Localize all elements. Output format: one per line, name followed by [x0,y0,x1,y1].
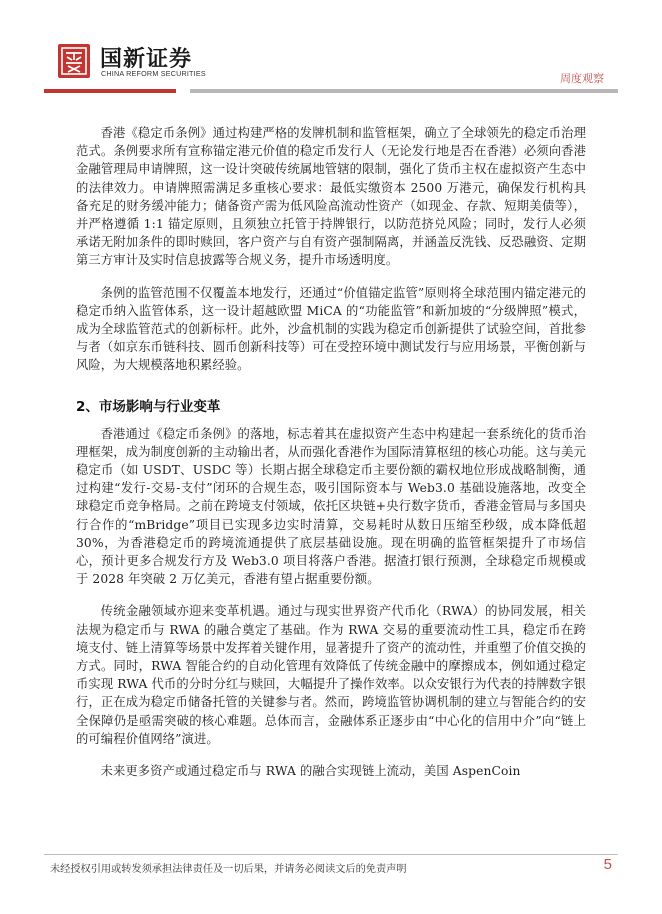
brand-name-en: CHINA REFORM SECURITIES [101,69,206,78]
body-paragraph: 香港通过《稳定币条例》的落地，标志着其在虚拟资产生态中构建起一套系统化的货币治理框架，成为制度创新的主动输出者，从而强化香港作为国际清算枢纽的核心功能。这与美元稳定币（如 USDT、USDC 等）长期占据全球稳定币主要份额的霸权地位形成战略制衡，通过构建“发行-交易-支付”闭环的合规生态，吸引国际资本与 Web3.0 基础设施落地，改变全球稳定币竞争格局。之前在跨境支付领域，依托区块链+央行数字货币，香港金管局与多国央行合作的“mBridge”项目已实现多边实时清算，交易耗时从数日压缩至秒级，成本降低超 30%，为香港稳定币的跨境流通提供了底层基础设施。现在明确的监管框架提升了市场信心，预计更多合规发行方及 Web3.0 项目将落户香港。据渣打银行预测，全球稳定币规模或于 2028 年突破 2 万亿美元，香港有望占据重要份额。 [76,426,586,587]
page-number: 5 [603,856,612,873]
main-content [76,124,586,794]
footer-disclaimer: 未经授权引用或转发须承担法律责任及一切后果，并请务必阅读文后的免责声明 [50,864,407,875]
header-accent-bar [44,89,176,93]
page-header [0,0,662,100]
footer-divider [44,854,618,855]
header-divider-bar [190,89,618,93]
body-paragraph: 传统金融领域亦迎来变革机遇。通过与现实世界资产代币化（RWA）的协同发展，相关法规为稳定币与 RWA 的融合奠定了基础。作为 RWA 交易的重要流动性工具，稳定币在跨境支付、链上清算等场景中发挥着关键作用，显著提升了资产的流动性，并重塑了价值交换的方式。同时，RWA 智能合约的自动化管理有效降低了传统金融中的摩擦成本，例如通过稳定币实现 RWA 代币的分时分红与赎回，大幅提升了操作效率。以众安银行为代表的持牌数字银行，正在成为稳定币储备托管的关键参与者。然而，跨境监管协调机制的建立与智能合约的安全保障仍是亟需突破的核心难题。总体而言，金融体系正逐步由“中心化的信用中介”向“链上的可编程价值网络”演进。 [76,604,586,746]
body-paragraph: 条例的监管范围不仅覆盖本地发行，还通过“价值锚定监管”原则将全球范围内锚定港元的稳定币纳入监管体系，这一设计超越欧盟 MiCA 的“功能监管”和新加坡的“分级牌照”模式，成为全球监管范式的创新标杆。此外，沙盒机制的实践为稳定币创新提供了试验空间，首批参与者（如京东币链科技、圆币创新科技等）可在受控环境中测试发行与应用场景，平衡创新与风险，为大规模落地积累经验。 [76,285,586,373]
body-paragraph: 未来更多资产或通过稳定币与 RWA 的融合实现链上流动，美国 AspenCoin [100,764,521,779]
section-heading: 2、市场影响与行业变革 [76,398,221,415]
brand-name-cn: 国新证券 [100,47,193,72]
report-type-label: 周度观察 [560,72,604,85]
body-paragraph: 香港《稳定币条例》通过构建严格的发牌机制和监管框架，确立了全球领先的稳定币治理范式。条例要求所有宣称锚定港元价值的稳定币发行人（无论发行地是否在香港）必须向香港金融管理局申请牌照，这一设计突破传统属地管辖的限制，强化了货币主权在虚拟资产生态中的法律效力。申请牌照需满足多重核心要求：最低实缴资本 2500 万港元，确保发行机构具备充足的财务缓冲能力；储备资产需为低风险高流动性资产（如现金、存款、短期美债等），并严格遵循 1:1 锚定原则，且须独立托管于持牌银行，以防范挤兑风险；同时，发行人必须承诺无附加条件的即时赎回，客户资产与自有资产强制隔离，并涵盖反洗钱、反恐融资、定期第三方审计及实时信息披露等合规义务，提升市场透明度。 [76,126,586,268]
seal-logo-icon [58,44,90,78]
